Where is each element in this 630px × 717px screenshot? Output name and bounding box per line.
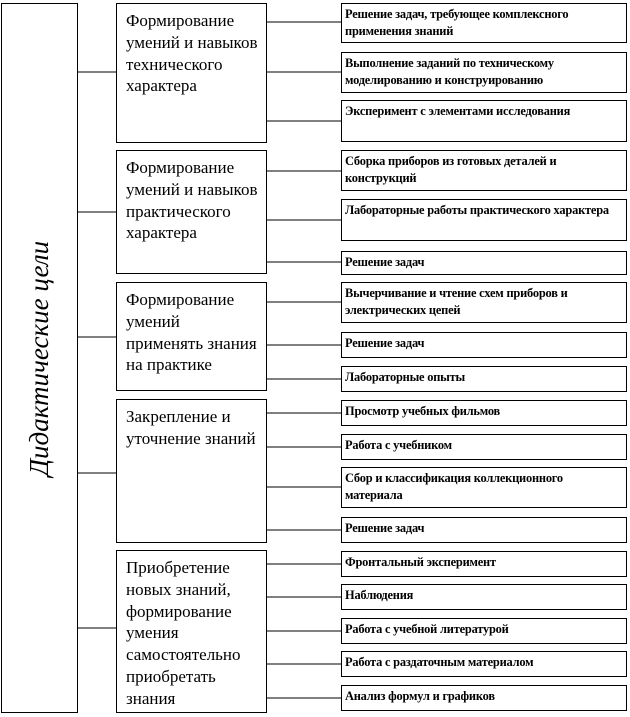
method-label: Просмотр учебных фильмов bbox=[345, 404, 501, 418]
goal-title: Формирование умений и навыков практического характера bbox=[126, 158, 258, 243]
method-box bbox=[341, 3, 627, 43]
goal-box-new-knowledge bbox=[116, 550, 267, 713]
method-box bbox=[341, 584, 627, 610]
method-box bbox=[341, 517, 627, 543]
method-box bbox=[341, 400, 627, 426]
goal-title: Закрепление и уточнение знаний bbox=[126, 407, 256, 448]
method-label: Сбор и классификация коллекционного материала bbox=[345, 471, 563, 502]
method-box bbox=[341, 618, 627, 644]
method-box bbox=[341, 366, 627, 392]
method-label: Анализ формул и графиков bbox=[345, 689, 495, 703]
goal-title: Формирование умений и навыков технического характера bbox=[126, 11, 258, 96]
method-box bbox=[341, 199, 627, 241]
method-box bbox=[341, 434, 627, 460]
method-label: Наблюдения bbox=[345, 588, 414, 602]
method-box bbox=[341, 100, 627, 142]
root-box bbox=[1, 3, 78, 713]
goal-box-consolidate-knowledge bbox=[116, 399, 267, 543]
method-label: Эксперимент с элементами исследования bbox=[345, 104, 571, 118]
method-label: Вычерчивание и чтение схем приборов и электрических цепей bbox=[345, 286, 568, 317]
method-label: Работа с учебной литературой bbox=[345, 622, 509, 636]
method-box bbox=[341, 467, 627, 508]
method-box bbox=[341, 251, 627, 275]
method-box bbox=[341, 332, 627, 358]
goal-title: Формирование умений применять знания на практике bbox=[126, 290, 257, 375]
method-label: Решение задач bbox=[345, 255, 425, 269]
goal-title: Приобретение новых знаний, формирование умения самостоятельно приобретать знания bbox=[126, 558, 241, 708]
method-label: Решение задач bbox=[345, 521, 425, 535]
goal-box-practical-skills bbox=[116, 150, 267, 274]
method-box bbox=[341, 150, 627, 191]
method-label: Работа с учебником bbox=[345, 438, 452, 452]
method-box bbox=[341, 52, 627, 93]
method-label: Выполнение заданий по техническому моделированию и конструированию bbox=[345, 56, 554, 87]
method-label: Решение задач, требующее комплексного применения знаний bbox=[345, 7, 569, 38]
method-label: Лабораторные опыты bbox=[345, 370, 466, 384]
method-label: Лабораторные работы практического характера bbox=[345, 203, 609, 217]
method-label: Решение задач bbox=[345, 336, 425, 350]
root-label: Дидактические цели bbox=[24, 240, 55, 476]
method-box bbox=[341, 282, 627, 323]
method-label: Работа с раздаточным материалом bbox=[345, 655, 534, 669]
method-box bbox=[341, 685, 627, 711]
method-box bbox=[341, 651, 627, 677]
goal-box-apply-knowledge bbox=[116, 282, 267, 391]
method-label: Сборка приборов из готовых деталей и конструкций bbox=[345, 154, 557, 185]
method-label: Фронтальный эксперимент bbox=[345, 555, 496, 569]
goal-box-technical-skills bbox=[116, 3, 267, 143]
method-box bbox=[341, 551, 627, 577]
